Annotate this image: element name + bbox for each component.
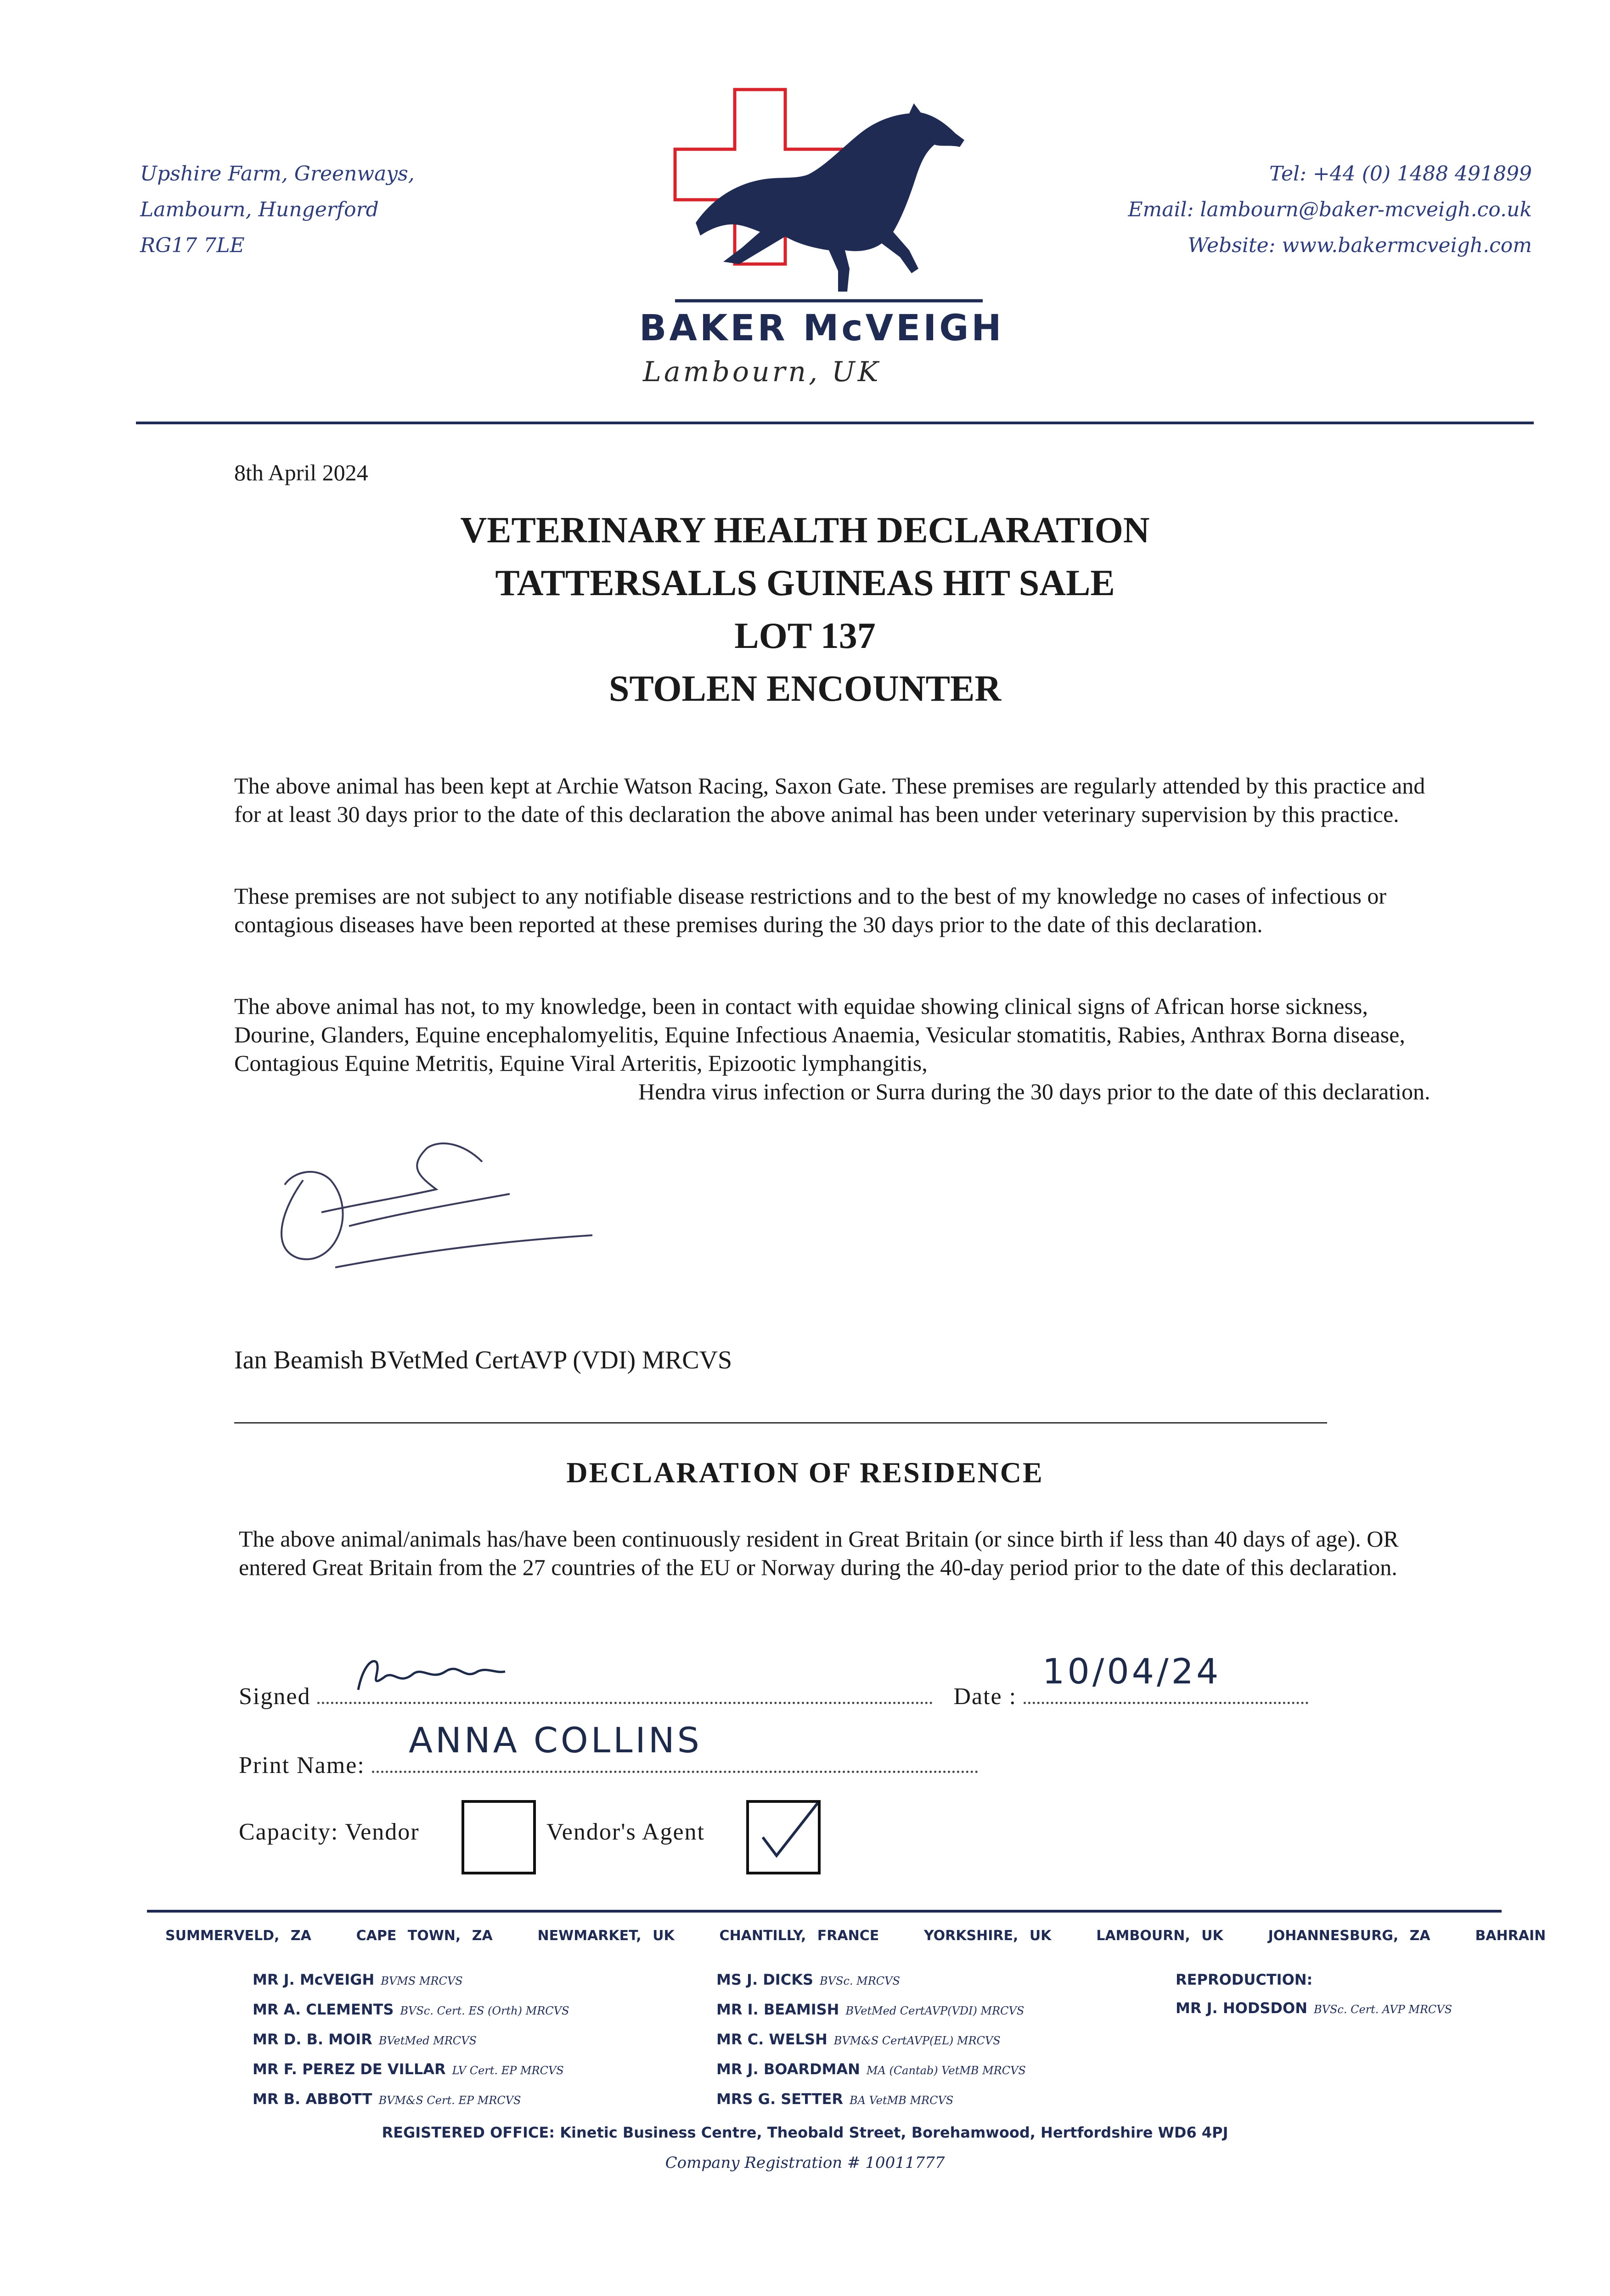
staff-column-1 [253, 1965, 569, 2115]
header-divider [136, 422, 1534, 424]
capacity-vendor-label: Capacity: Vendor [239, 1819, 420, 1845]
paragraph-2 [234, 882, 1442, 939]
section-divider [234, 1422, 1327, 1424]
title-line-3: LOT 137 [734, 616, 876, 656]
staff-member: MR J. BOARDMAN MA (Cantab) VetMB MRCVS [716, 2060, 1026, 2078]
address-line-2: Lambourn, Hungerford [140, 198, 379, 221]
staff-member: MR D. B. MOIR BVetMed MRCVS [253, 2031, 477, 2048]
residence-title: DECLARATION OF RESIDENCE [566, 1456, 1044, 1489]
date-label: Date : [953, 1683, 1017, 1710]
office-4: CHANTILLY, FRANCE [719, 1928, 879, 1944]
title-line-1: VETERINARY HEALTH DECLARATION [460, 510, 1150, 551]
check-mark-icon [749, 1803, 818, 1872]
staff-member: MR J. McVEIGH BVMS MRCVS [253, 1971, 463, 1988]
brand-name: BAKER McVEIGH [639, 308, 1004, 349]
brand-location: Lambourn, UK [643, 356, 881, 388]
paragraph-3-tail: Hendra virus infection or Surra during the 30 days prior to the date of this declaration. [638, 1079, 1430, 1104]
office-1: SUMMERVELD, ZA [165, 1928, 311, 1944]
footer-divider [147, 1910, 1502, 1913]
office-7: JOHANNESBURG, ZA [1268, 1928, 1430, 1944]
address-line-3: RG17 7LE [140, 234, 245, 257]
website-link[interactable]: Website: www.bakermcveigh.com [1188, 234, 1532, 257]
office-locations [165, 1928, 1546, 1944]
staff-column-3 [1176, 1965, 1452, 2024]
print-name-label: Print Name: [239, 1752, 365, 1778]
staff-column-2 [716, 1965, 1026, 2115]
address-line-1: Upshire Farm, Greenways, [140, 162, 415, 186]
staff-member: MR F. PEREZ DE VILLAR LV Cert. EP MRCVS [253, 2060, 564, 2078]
office-3: NEWMARKET, UK [537, 1928, 675, 1944]
practice-contact [1128, 156, 1532, 264]
practice-address [140, 156, 415, 264]
signed-label: Signed [239, 1683, 311, 1710]
staff-member: MR C. WELSH BVM&S CertAVP(EL) MRCVS [716, 2031, 1001, 2048]
vendor-agent-label: Vendor's Agent [546, 1819, 705, 1845]
paragraph-1 [234, 771, 1442, 828]
staff-member: MR J. HODSDON BVSc. Cert. AVP MRCVS [1176, 1999, 1452, 2017]
staff-member: MR A. CLEMENTS BVSc. Cert. ES (Orth) MRCVS [253, 2001, 569, 2018]
vendor-checkbox[interactable] [462, 1800, 536, 1874]
office-6: LAMBOURN, UK [1096, 1928, 1223, 1944]
paragraph-3 [234, 992, 1442, 1077]
date-value: 10/04/24 [1042, 1651, 1222, 1692]
date-field[interactable] [1024, 1698, 1308, 1704]
residence-text: The above animal/animals has/have been continuously resident in Great Britain (or since birth if less than 40 days of age). OR entered Great Britain from the 27 countries of the EU or Norway during the 40-day period prior to the date of this declaration. [239, 1526, 1399, 1580]
staff-member: MR B. ABBOTT BVM&S Cert. EP MRCVS [253, 2090, 521, 2108]
registered-office: REGISTERED OFFICE: Kinetic Business Centre, Theobald Street, Borehamwood, Hertfordshire WD6 4PJ [382, 2124, 1228, 2141]
print-name-field[interactable] [372, 1767, 978, 1773]
office-2: CAPE TOWN, ZA [356, 1928, 493, 1944]
title-line-2: TATTERSALLS GUINEAS HIT SALE [495, 563, 1115, 603]
office-8: BAHRAIN [1475, 1928, 1546, 1944]
print-name-value: ANNA COLLINS [409, 1720, 702, 1761]
office-5: YORKSHIRE, UK [924, 1928, 1052, 1944]
email-link[interactable]: Email: lambourn@baker-mcveigh.co.uk [1128, 198, 1532, 221]
paragraph-2-text: These premises are not subject to any notifiable disease restrictions and to the best of my knowledge no cases of infectious or contagious diseases have been reported at these premises during the 30 days prior to the date of this declaration. [234, 883, 1387, 937]
telephone: Tel: +44 (0) 1488 491899 [1269, 162, 1532, 186]
agent-signature [349, 1649, 514, 1699]
company-registration: Company Registration # 10011777 [665, 2154, 945, 2172]
staff-member: MRS G. SETTER BA VetMB MRCVS [716, 2090, 954, 2108]
signatory-name: Ian Beamish BVetMed CertAVP (VDI) MRCVS [234, 1346, 732, 1374]
baker-mcveigh-logo [643, 85, 992, 305]
staff-member: MS J. DICKS BVSc. MRCVS [716, 1971, 900, 1988]
vet-signature [243, 1120, 620, 1286]
staff-member: MR I. BEAMISH BVetMed CertAVP(VDI) MRCVS [716, 2001, 1025, 2018]
document-date: 8th April 2024 [234, 460, 368, 485]
paragraph-3-text: The above animal has not, to my knowledge, been in contact with equidae showing clinical signs of African horse sickness, Dourine, Glanders, Equine encephalomyelitis, Equine Infectious Anaemia, Vesicular stomatitis, Rabies, Anthrax Borna disease, Contagious Equine Metritis, Equine Viral Arteritis, Epizootic lymphangitis, [234, 993, 1405, 1076]
reproduction-heading: REPRODUCTION: [1176, 1971, 1313, 1988]
title-line-4: STOLEN ENCOUNTER [608, 669, 1002, 709]
paragraph-1-text: The above animal has been kept at Archie Watson Racing, Saxon Gate. These premises are regularly attended by this practice and for at least 30 days prior to the date of this declaration the above animal has been under veterinary supervision by this practice. [234, 773, 1425, 827]
vendor-agent-checkbox[interactable] [746, 1800, 821, 1874]
